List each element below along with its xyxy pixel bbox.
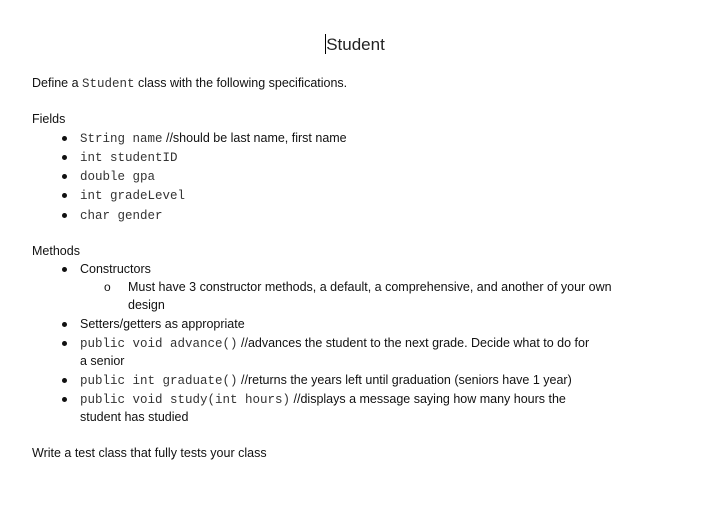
field-comment: //should be last name, first name — [162, 131, 347, 145]
study-comment-line2: student has studied — [80, 410, 189, 424]
field-code: double gpa — [80, 170, 156, 184]
advance-comment-line2: a senior — [80, 354, 125, 368]
bullet-icon — [62, 341, 67, 346]
field-code: int gradeLevel — [80, 189, 186, 203]
document-title — [0, 34, 710, 55]
bullet-icon — [62, 322, 67, 327]
constructors-label: Constructors — [80, 262, 151, 276]
bullet-icon — [62, 213, 67, 218]
advance-code: public void advance() — [80, 337, 238, 351]
field-item — [80, 167, 155, 186]
sub-bullet-icon: o — [104, 280, 111, 294]
field-item — [80, 206, 163, 225]
study-comment: //displays a message saying how many hours the — [290, 392, 566, 406]
study-item — [80, 390, 566, 409]
methods-heading: Methods — [32, 244, 80, 258]
bullet-icon — [62, 397, 67, 402]
field-item — [80, 186, 185, 205]
graduate-item — [80, 371, 572, 390]
bullet-icon — [62, 136, 67, 141]
intro-paragraph — [32, 74, 347, 93]
intro-suffix: class with the following specifications. — [134, 76, 348, 90]
intro-code: Student — [82, 77, 135, 91]
advance-item — [80, 334, 589, 353]
bullet-icon — [62, 193, 67, 198]
bullet-icon — [62, 174, 67, 179]
setters-item: Setters/getters as appropriate — [80, 317, 245, 331]
study-code: public void study(int hours) — [80, 393, 291, 407]
field-code: char gender — [80, 209, 163, 223]
closing-paragraph: Write a test class that fully tests your class — [32, 446, 267, 460]
field-code: int studentID — [80, 151, 178, 165]
graduate-code: public int graduate() — [80, 374, 238, 388]
intro-prefix: Define a — [32, 76, 83, 90]
graduate-comment: //returns the years left until graduation (seniors have 1 year) — [237, 373, 572, 387]
constructors-detail-line2: design — [128, 298, 165, 312]
field-item — [80, 129, 347, 148]
title-text: Student — [326, 35, 385, 54]
constructors-detail-line1: Must have 3 constructor methods, a default, a comprehensive, and another of your own — [128, 280, 612, 294]
fields-heading: Fields — [32, 112, 66, 126]
advance-comment: //advances the student to the next grade. Decide what to do for — [237, 336, 590, 350]
field-item — [80, 148, 178, 167]
field-code: String name — [80, 132, 163, 146]
bullet-icon — [62, 378, 67, 383]
bullet-icon — [62, 155, 67, 160]
bullet-icon — [62, 267, 67, 272]
